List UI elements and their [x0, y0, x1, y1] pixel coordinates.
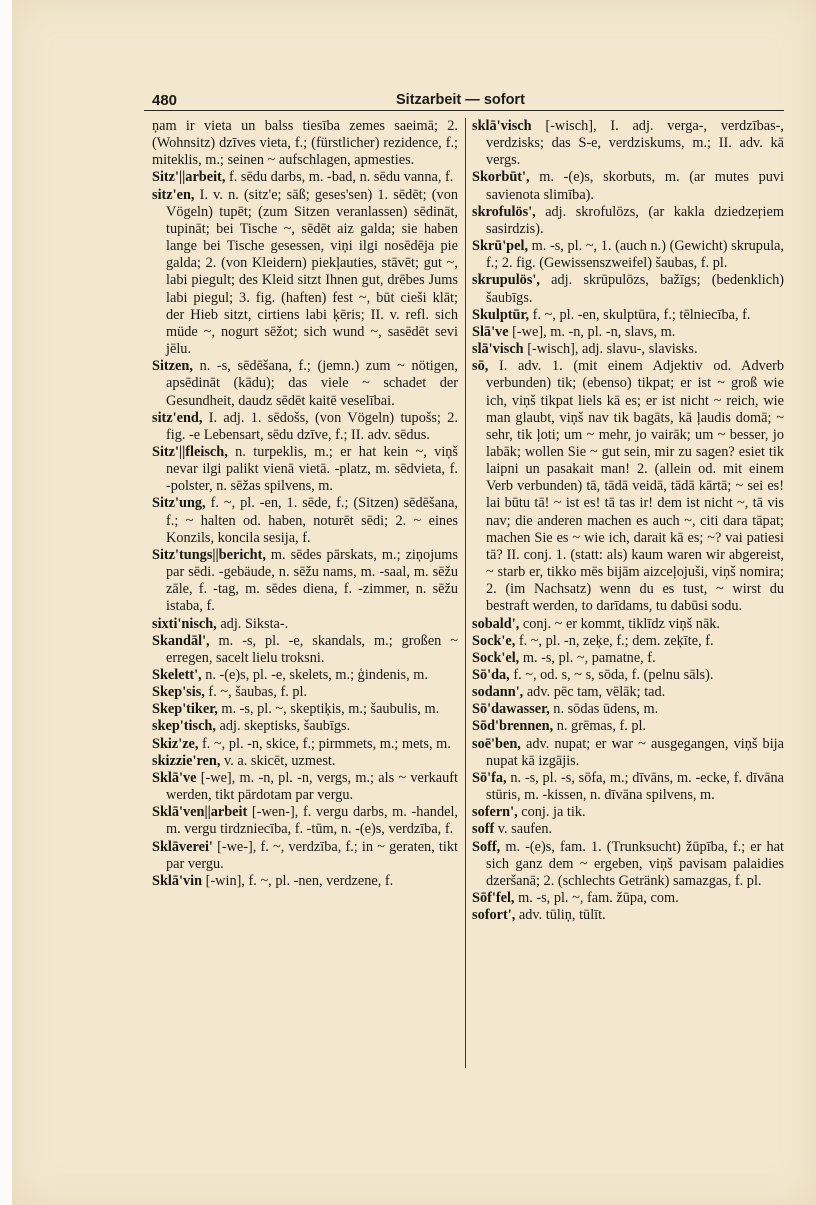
page-number: 480 [152, 92, 178, 109]
entry-definition: adj. Siksta-. [216, 615, 289, 632]
entry-headword: Sitz'tungs||bericht, [152, 546, 266, 563]
entry-definition: ņam ir vieta un balss tiesība zemes saeimā; 2. (Wohnsitz) dzīves vieta, f.; (fürstlicher) rezidence, f.; miteklis, m.; seinen ~ aufschlagen, apmesties. [152, 118, 458, 169]
entry-definition: m. -s, pl. -e, skandals, m.; großen ~ erregen, sacelt lielu troksni. [166, 632, 458, 666]
dictionary-entry [152, 444, 458, 495]
dictionary-page [12, 0, 816, 1205]
entry-headword: soē'ben, [472, 735, 521, 752]
dictionary-entry [472, 169, 784, 203]
entry-definition: I. adv. 1. (mit einem Adjektiv od. Adverb verbunden) tik; (ebenso) tikpat; er ist ~ groß wie ich, viņš tikpat liels kā es; er ist nicht ~ reich, wie man glaubt, viņš nav tik bagāts, kā ļaudis domā; ~ sehr, tik ļoti; um ~ mehr, jo vairāk; um ~ besser, jo labāk; wollen Sie ~ gut sein, mir zu sagen? esiet tik laipni un pasakait man! 2. (allein od. mit einem Verb verbunden) tā, tādā veidā, tādā kārtā; ~ sei es! lai būtu tā! ~ ist es! tā tas ir! dem ist nicht ~, tā vis nav; die anderen machen es auch ~, citi dara tāpat; machen Sie es ~ wie ich, darait kā es; ~? vai patiesi tā? II. conj. 1. (statt: als) kaum waren wir abgereist, ~ starb er, tikko mēs bijām aizceļojuši, viņš nomira; 2. (im Nachsatz) wenn du es tust, ~ wirst du bestraft werden, to darīdams, tu dabūsi sodu. [486, 358, 784, 615]
dictionary-entry [472, 650, 784, 667]
entry-definition: adv. tūliņ, tūlīt. [515, 907, 606, 924]
entry-headword: Sitz'||fleisch, [152, 443, 228, 460]
entry-definition: m. -s, pl. ~, fam. žūpa, com. [514, 890, 679, 907]
entry-definition: [-wisch], I. adj. verga-, verdzības-, verdzisks; das S-e, verdziskums, m.; II. adv. kā vergs. [486, 118, 784, 169]
entry-headword: Skorbūt', [472, 169, 530, 186]
entry-definition: v. saufen. [494, 821, 553, 838]
entry-headword: Sō'fa, [472, 769, 507, 786]
dictionary-entry [472, 307, 784, 324]
entry-headword: Skulptūr, [472, 306, 530, 323]
dictionary-entry [152, 839, 458, 873]
entry-definition: conj. ~ er kommt, tiklīdz viņš nāk. [519, 615, 721, 632]
entry-definition: f. ~, pl. -en, 1. sēde, f.; (Sitzen) sēdēšana, f.; ~ halten od. haben, noturēt sēdi; 2. ~ eines Konzils, koncila sesija, f. [166, 495, 458, 546]
entry-definition: n. -s, pl. -s, sōfa, m.; dīvāns, m. -ecke, f. dīvāna stūris, m. -kissen, n. dīvāna spilvens, m. [486, 769, 784, 804]
entry-definition: f. sēdu darbs, m. -bad, n. sēdu vanna, f. [225, 169, 454, 186]
entry-headword: sobald', [472, 615, 520, 632]
entry-definition: f. ~, pl. -n, skice, f.; pirmmets, m.; mets, m. [198, 735, 451, 752]
dictionary-entry [152, 187, 458, 359]
entry-headword: slā'visch [472, 341, 524, 358]
entry-definition: [-we-], f. ~, verdzība, f.; in ~ geraten, tikt par vergu. [166, 838, 458, 872]
entry-definition: f. ~, pl. -n, zeķe, f.; dem. zeķīte, f. [515, 632, 714, 649]
entry-definition: n. turpeklis, m.; er hat kein ~, viņš nevar ilgi palikt vienā vietā. -platz, m. sēdvieta, f. -polster, n. sēžas spilvens, m. [166, 443, 458, 495]
entry-definition: f. ~, pl. -en, skulptūra, f.; tēlniecība, f. [529, 306, 751, 323]
entry-definition: adv. nupat; er war ~ ausgegangen, viņš bija nupat kā izgājis. [486, 735, 784, 769]
entry-headword: Sklā've [152, 769, 197, 786]
entry-definition: n. -(e)s, pl. -e, skelets, m.; ģindenis, m. [201, 667, 428, 683]
entry-headword: Sklāverei' [152, 838, 213, 855]
dictionary-entry [472, 770, 784, 804]
dictionary-entry [472, 821, 784, 838]
entry-definition: n. grēmas, f. pl. [553, 718, 647, 735]
entry-headword: Slā've [472, 323, 509, 340]
running-head: Sitzarbeit — sofort [396, 92, 525, 108]
entry-headword: skrofulös', [472, 203, 536, 220]
entry-headword: Sock'e, [472, 632, 516, 649]
entry-headword: Sklā'ven||arbeit [152, 804, 248, 821]
entry-definition: [-win], f. ~, pl. -nen, verdzene, f. [202, 872, 394, 889]
dictionary-entry [152, 753, 458, 770]
entry-headword: Sō'dawasser, [472, 701, 550, 718]
column-divider [465, 118, 466, 1068]
entry-definition: adj. skrofulōzs, (ar kakla dziedzeŗiem sasirdzis). [486, 203, 784, 237]
dictionary-entry [472, 890, 784, 907]
entry-headword: sitz'en, [152, 186, 195, 203]
entry-definition: conj. ja tik. [517, 804, 586, 821]
dictionary-entry [472, 667, 784, 684]
entry-definition: n. sōdas ūdens, m. [549, 701, 659, 718]
dictionary-entry [152, 358, 458, 409]
entry-definition: f. ~, šaubas, f. pl. [204, 684, 308, 701]
entry-definition: adj. skrūpulōzs, bažīgs; (bedenklich) šaubīgs. [486, 272, 784, 306]
entry-definition: [-we], m. -n, pl. -n, vergs, m.; als ~ verkauft werden, tikt pārdotam par vergu. [166, 769, 458, 804]
entry-headword: Sock'el, [472, 649, 520, 666]
dictionary-entry [472, 804, 784, 821]
entry-headword: skizzie'ren, [152, 752, 221, 769]
entry-headword: Sitz'||arbeit, [152, 169, 226, 186]
entry-definition: v. a. skicēt, uzmest. [220, 752, 336, 769]
dictionary-entry [472, 736, 784, 770]
dictionary-entry [472, 204, 784, 238]
entry-headword: Sōd'brennen, [472, 718, 554, 735]
dictionary-entry [152, 804, 458, 838]
dictionary-entry [152, 770, 458, 804]
entry-definition: I. adj. 1. sēdošs, (von Vögeln) tupošs; 2. fig. -e Lebensart, sēdu dzīve, f.; II. adv. sēdus. [166, 409, 458, 443]
dictionary-entry [152, 701, 458, 718]
entry-headword: sitz'end, [152, 409, 203, 426]
entry-headword: Sō'da, [472, 667, 510, 683]
dictionary-entry [472, 341, 784, 358]
page-header [152, 92, 772, 110]
dictionary-entry [152, 633, 458, 667]
entry-definition: I. v. n. (sitz'e; sāß; geses'sen) 1. sēdēt; (von Vögeln) tupēt; (zum Sitzen veranlassen) sēdināt, tupināt; bei Tische ~, sēdēt aiz galda; sie haben lange bei Tische gesessen, viņi ilgi nosēdēja pie galda; 2. (von Kleidern) piekļauties, stāvēt; gut ~, labi piegult; des Kleid sitzt Ihnen gut, drēbes Jums labi piegul; 3. fig. (haften) fest ~, būt cieši klāt; der Hieb sitzt, cirtiens labi ķēris; II. v. refl. sich müde ~, nogurt sēžot; sich wund ~, sasēdēt sevi jēlu. [166, 186, 458, 358]
entry-headword: Skandāl', [152, 632, 210, 649]
entry-definition: n. -s, sēdēšana, f.; (jemn.) zum ~ nötigen, apsēdināt (kādu); das viele ~ schadet der Gesundheit, daudz sēdēt kaitē veselībai. [166, 358, 458, 409]
entry-headword: Soff, [472, 838, 501, 855]
entry-definition: adj. skeptisks, šaubīgs. [215, 718, 351, 735]
entry-headword: soff [472, 821, 495, 838]
entry-definition: m. -(e)s, fam. 1. (Trunksucht) žūpība, f.; er hat sich ganz dem ~ ergeben, viņš pavisam palaidies dzeršanā; 2. (schlechts Getränk) samazgas, f. pl. [486, 838, 784, 889]
entry-definition: m. -s, pl. ~, 1. (auch n.) (Gewicht) skrupula, f.; 2. fig. (Gewissenszweifel) šaubas, f. pl. [486, 238, 784, 272]
entry-definition: m. -s, pl. ~, skeptiķis, m.; šaubulis, m. [217, 701, 440, 718]
entry-headword: sofern', [472, 804, 518, 821]
right-column [472, 118, 784, 924]
dictionary-entry [152, 118, 458, 169]
entry-headword: sixti'nisch, [152, 615, 217, 632]
dictionary-entry [472, 907, 784, 924]
left-column [152, 118, 458, 890]
dictionary-entry [472, 701, 784, 718]
entry-headword: sodann', [472, 684, 524, 701]
dictionary-entry [152, 169, 458, 186]
entry-definition: [-we], m. -n, pl. -n, slavs, m. [508, 323, 676, 340]
dictionary-entry [472, 358, 784, 615]
entry-headword: skep'tisch, [152, 718, 216, 735]
dictionary-entry [472, 839, 784, 890]
dictionary-entry [152, 684, 458, 701]
dictionary-entry [472, 616, 784, 633]
dictionary-entry [472, 718, 784, 735]
entry-definition: m. -(e)s, skorbuts, m. (ar mutes puvi savienota slimība). [486, 169, 784, 203]
entry-headword: sō, [472, 358, 489, 375]
header-rule [144, 110, 784, 111]
dictionary-entry [472, 118, 784, 169]
entry-definition: adv. pēc tam, vēlāk; tad. [523, 684, 666, 701]
entry-definition: f. ~, od. s, ~ s, sōda, f. (pelnu sāls). [509, 667, 714, 683]
dictionary-entry [152, 495, 458, 546]
entry-headword: Sōf'fel, [472, 890, 515, 907]
dictionary-entry [472, 324, 784, 341]
dictionary-entry [472, 238, 784, 272]
dictionary-entry [472, 633, 784, 650]
dictionary-entry [472, 684, 784, 701]
entry-headword: sofort', [472, 907, 516, 924]
dictionary-entry [152, 547, 458, 616]
dictionary-entry [152, 718, 458, 735]
dictionary-entry [152, 667, 458, 684]
dictionary-entry [152, 410, 458, 444]
entry-headword: Sklā'vin [152, 872, 203, 889]
entry-headword: Skep'sis, [152, 684, 205, 701]
entry-headword: Skep'tiker, [152, 701, 218, 718]
entry-definition: m. sēdes pārskats, m.; ziņojums par sēdi. -gebäude, n. sēžu nams, m. -saal, m. sēžu zāle, f. -tag, m. sēdes diena, f. -zimmer, n. sēžu istaba, f. [166, 546, 458, 615]
entry-headword: Skrū'pel, [472, 238, 529, 255]
dictionary-entry [152, 873, 458, 890]
entry-headword: Skelett', [152, 667, 202, 683]
dictionary-entry [152, 616, 458, 633]
entry-headword: Sitzen, [152, 358, 193, 375]
dictionary-entry [152, 736, 458, 753]
entry-headword: sklā'visch [472, 118, 532, 134]
entry-definition: [-wen-], f. vergu darbs, m. -handel, m. vergu tirdzniecība, f. -tūm, n. -(e)s, verdzība, f. [166, 804, 458, 838]
entry-definition: m. -s, pl. ~, pamatne, f. [519, 649, 656, 666]
entry-headword: Sitz'ung, [152, 495, 206, 512]
entry-headword: Skiz'ze, [152, 735, 199, 752]
dictionary-entry [472, 272, 784, 306]
entry-headword: skrupulös', [472, 272, 540, 289]
entry-definition: [-wisch], adj. slavu-, slavisks. [523, 341, 698, 358]
